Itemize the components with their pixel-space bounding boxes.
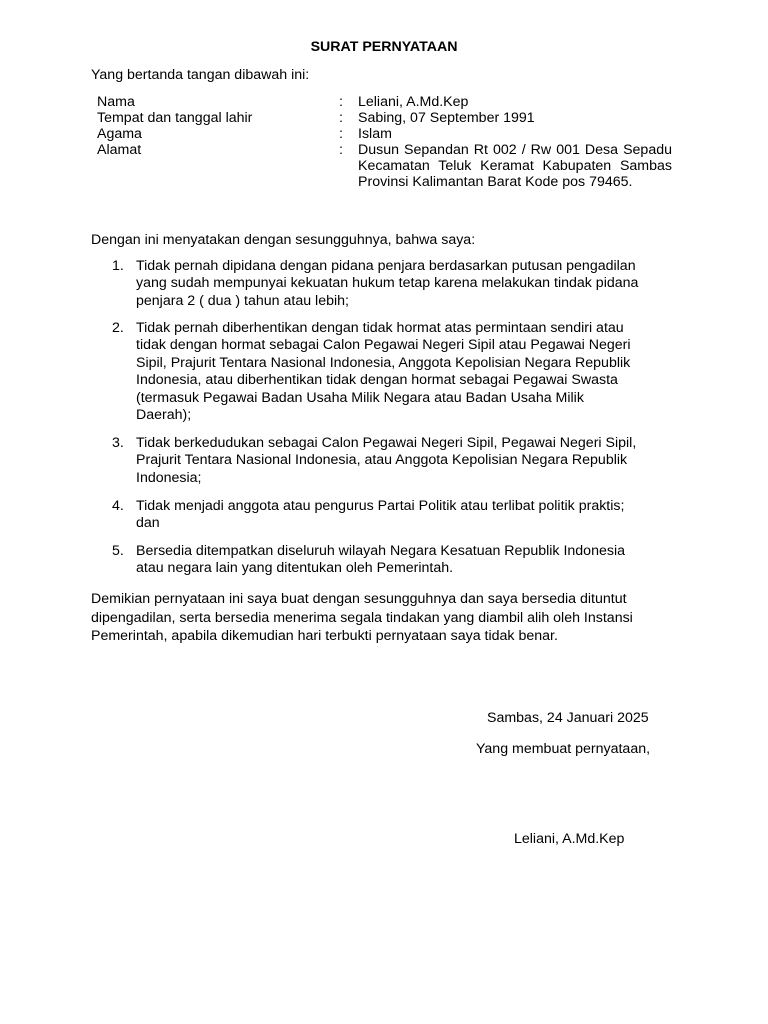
identity-value: Islam xyxy=(358,126,392,142)
identity-value: Leliani, A.Md.Kep xyxy=(358,94,469,110)
closing-line: Demikian pernyataan ini saya buat dengan sesungguhnya dan saya bersedia dituntut xyxy=(91,591,627,607)
statement-line: tidak dengan hormat sebagai Calon Pegawai Negeri Sipil atau Pegawai Negeri xyxy=(136,337,631,354)
place-date: Sambas, 24 Januari 2025 xyxy=(487,710,649,726)
identity-separator: : xyxy=(339,94,343,110)
statement-number: 3. xyxy=(112,435,124,451)
identity-value-address: Dusun Sepandan Rt 002 / Rw 001 Desa Sepadu Kecamatan Teluk Keramat Kabupaten Sambas Provinsi Kalimantan Barat Kode pos 79465. xyxy=(358,142,672,190)
identity-label: Nama xyxy=(97,94,135,110)
statement-number: 1. xyxy=(112,258,124,274)
statement-line: Tidak pernah dipidana dengan pidana penjara berdasarkan putusan pengadilan xyxy=(136,258,636,274)
statement-line: Indonesia; xyxy=(136,469,202,486)
statement-text xyxy=(136,543,676,578)
statement-line: Prajurit Tentara Nasional Indonesia, atau Anggota Kepolisian Negara Republik xyxy=(136,452,628,469)
identity-label: Alamat xyxy=(97,142,142,158)
statement-line: Daerah); xyxy=(136,407,192,424)
statement-number: 2. xyxy=(112,320,124,336)
statement-line: Indonesia, atau diberhentikan tidak dengan hormat sebagai Pegawai Swasta xyxy=(136,372,618,389)
identity-table xyxy=(97,94,672,190)
identity-separator: : xyxy=(339,126,343,142)
closing-paragraph xyxy=(91,590,691,646)
statement-line: Sipil, Prajurit Tentara Nasional Indonesia, Anggota Kepolisian Negara Republik xyxy=(136,354,631,371)
identity-separator: : xyxy=(339,142,343,158)
identity-row-religion xyxy=(97,126,672,142)
statement-line: Tidak pernah diberhentikan dengan tidak hormat atas permintaan sendiri atau xyxy=(136,320,624,336)
statement-line: Tidak menjadi anggota atau pengurus Partai Politik atau terlibat politik praktis; xyxy=(136,498,625,514)
statement-line: Bersedia ditempatkan diseluruh wilayah Negara Kesatuan Republik Indonesia xyxy=(136,543,625,559)
intro-text: Yang bertanda tangan dibawah ini: xyxy=(91,67,310,83)
statement-line: atau negara lain yang ditentukan oleh Pemerintah. xyxy=(136,560,454,577)
signer-name: Leliani, A.Md.Kep xyxy=(514,831,625,847)
identity-separator: : xyxy=(339,110,343,126)
closing-line: Pemerintah, apabila dikemudian hari terbukti pernyataan saya tidak benar. xyxy=(91,628,558,644)
statement-line: (termasuk Pegawai Badan Usaha Milik Negara atau Badan Usaha Milik xyxy=(136,389,584,406)
identity-value: Sabing, 07 September 1991 xyxy=(358,110,535,126)
statement-text xyxy=(136,498,676,533)
identity-row-name xyxy=(97,94,672,110)
statement-text xyxy=(136,320,676,424)
identity-label: Agama xyxy=(97,126,142,142)
statement-line: Tidak berkedudukan sebagai Calon Pegawai Negeri Sipil, Pegawai Negeri Sipil, xyxy=(136,435,637,451)
maker-label: Yang membuat pernyataan, xyxy=(476,741,651,757)
document-title: SURAT PERNYATAAN xyxy=(310,39,458,55)
closing-line: dipengadilan, serta bersedia menerima segala tindakan yang diambil alih oleh Instansi xyxy=(91,609,633,626)
statement-text xyxy=(136,435,676,487)
statement-number: 5. xyxy=(112,543,124,559)
statement-text xyxy=(136,258,676,310)
statement-line: penjara 2 ( dua ) tahun atau lebih; xyxy=(136,292,349,309)
statement-number: 4. xyxy=(112,498,124,514)
statement-line: yang sudah mempunyai kekuatan hukum tetap karena melakukan tindak pidana xyxy=(136,275,639,292)
statement-line: dan xyxy=(136,515,160,532)
identity-row-birth xyxy=(97,110,672,126)
identity-label: Tempat dan tanggal lahir xyxy=(97,110,253,126)
identity-row-address xyxy=(97,142,672,190)
declaration-intro: Dengan ini menyatakan dengan sesungguhnya, bahwa saya: xyxy=(91,232,476,248)
